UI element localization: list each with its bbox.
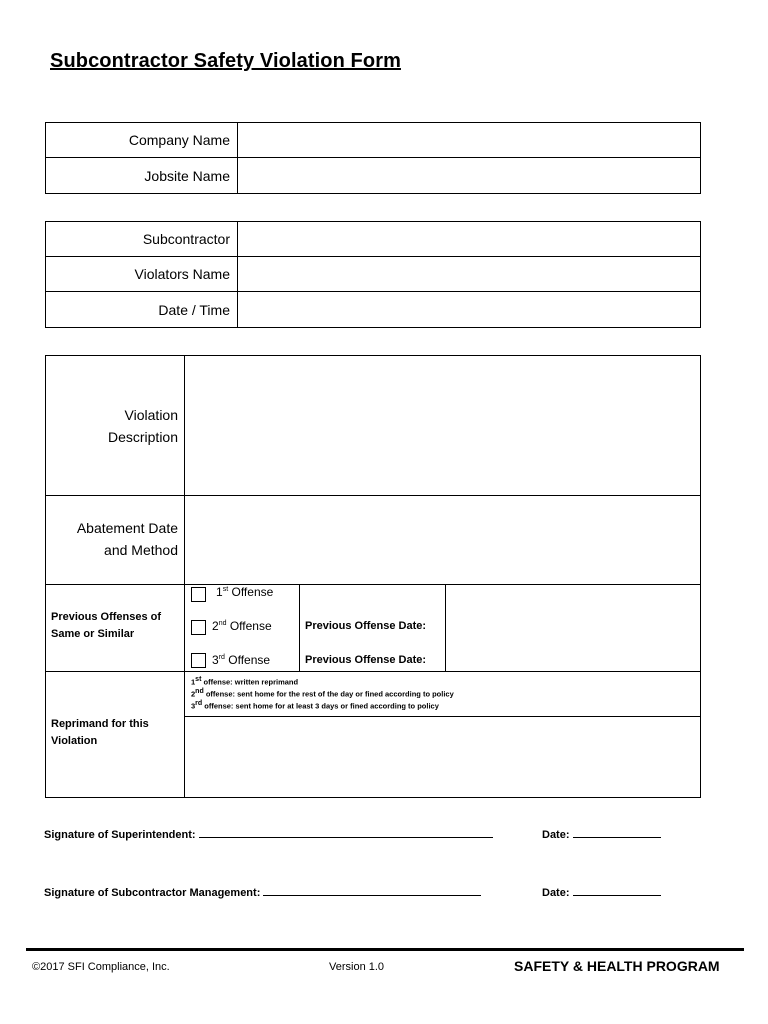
company-name-label: Company Name	[46, 123, 238, 157]
second-previous-offense-date-label: Previous Offense Date:	[305, 620, 427, 632]
superintendent-signature-line[interactable]	[199, 827, 493, 838]
reprimand-note-second: 2nd offense: sent home for the rest of the day or fined according to policy	[191, 688, 454, 699]
company-name-row	[46, 123, 700, 158]
date-time-row	[46, 292, 700, 327]
violators-name-label: Violators Name	[46, 257, 238, 291]
violators-name-field[interactable]	[238, 257, 700, 291]
subcontractor-field[interactable]	[238, 222, 700, 256]
first-offense-label: 1st Offense	[216, 585, 274, 599]
abatement-label: Abatement Date and Method	[76, 520, 178, 558]
reprimand-note-third: 3rd offense: sent home for at least 3 days or fined according to policy	[191, 700, 439, 711]
company-info-table	[45, 122, 701, 194]
jobsite-name-label: Jobsite Name	[46, 158, 238, 193]
subcontractor-date: Date:	[542, 885, 661, 899]
reprimand-note-first: 1st offense: written reprimand	[191, 676, 299, 687]
violation-description-field[interactable]	[185, 356, 700, 495]
violation-description-label: Violation Description	[107, 407, 178, 445]
violators-name-row	[46, 257, 700, 292]
subcontractor-label: Subcontractor	[46, 222, 238, 256]
subcontractor-info-table	[45, 221, 701, 328]
second-offense-checkbox[interactable]	[191, 620, 206, 635]
third-offense-checkbox[interactable]	[191, 653, 206, 668]
third-offense-label: 3rd Offense	[212, 653, 271, 667]
abatement-field[interactable]	[185, 496, 700, 584]
violation-table	[45, 355, 701, 798]
page-title: Subcontractor Safety Violation Form	[50, 50, 401, 72]
jobsite-name-field[interactable]	[238, 158, 700, 193]
jobsite-name-row	[46, 158, 700, 193]
footer-rule	[26, 948, 744, 951]
subcontractor-signature-line[interactable]	[263, 885, 481, 896]
superintendent-date: Date:	[542, 827, 661, 841]
previous-offenses-label: Previous Offenses of Same or Similar	[51, 611, 162, 640]
date-time-label: Date / Time	[46, 292, 238, 327]
subcontractor-signature: Signature of Subcontractor Management:	[44, 885, 481, 899]
subcontractor-date-line[interactable]	[573, 885, 661, 896]
company-name-field[interactable]	[238, 123, 700, 157]
second-offense-label: 2nd Offense	[212, 619, 272, 633]
footer-program: SAFETY & HEALTH PROGRAM	[514, 958, 720, 974]
superintendent-date-line[interactable]	[573, 827, 661, 838]
date-time-field[interactable]	[238, 292, 700, 327]
reprimand-field[interactable]	[185, 717, 700, 797]
third-previous-offense-date-label: Previous Offense Date:	[305, 654, 427, 666]
superintendent-signature: Signature of Superintendent:	[44, 827, 493, 841]
previous-offense-date-field[interactable]	[446, 585, 700, 671]
footer-version: Version 1.0	[329, 961, 385, 973]
reprimand-label: Reprimand for this Violation	[51, 718, 149, 747]
footer-copyright: ©2017 SFI Compliance, Inc.	[32, 961, 170, 973]
subcontractor-row	[46, 222, 700, 257]
first-offense-checkbox[interactable]	[191, 587, 206, 602]
